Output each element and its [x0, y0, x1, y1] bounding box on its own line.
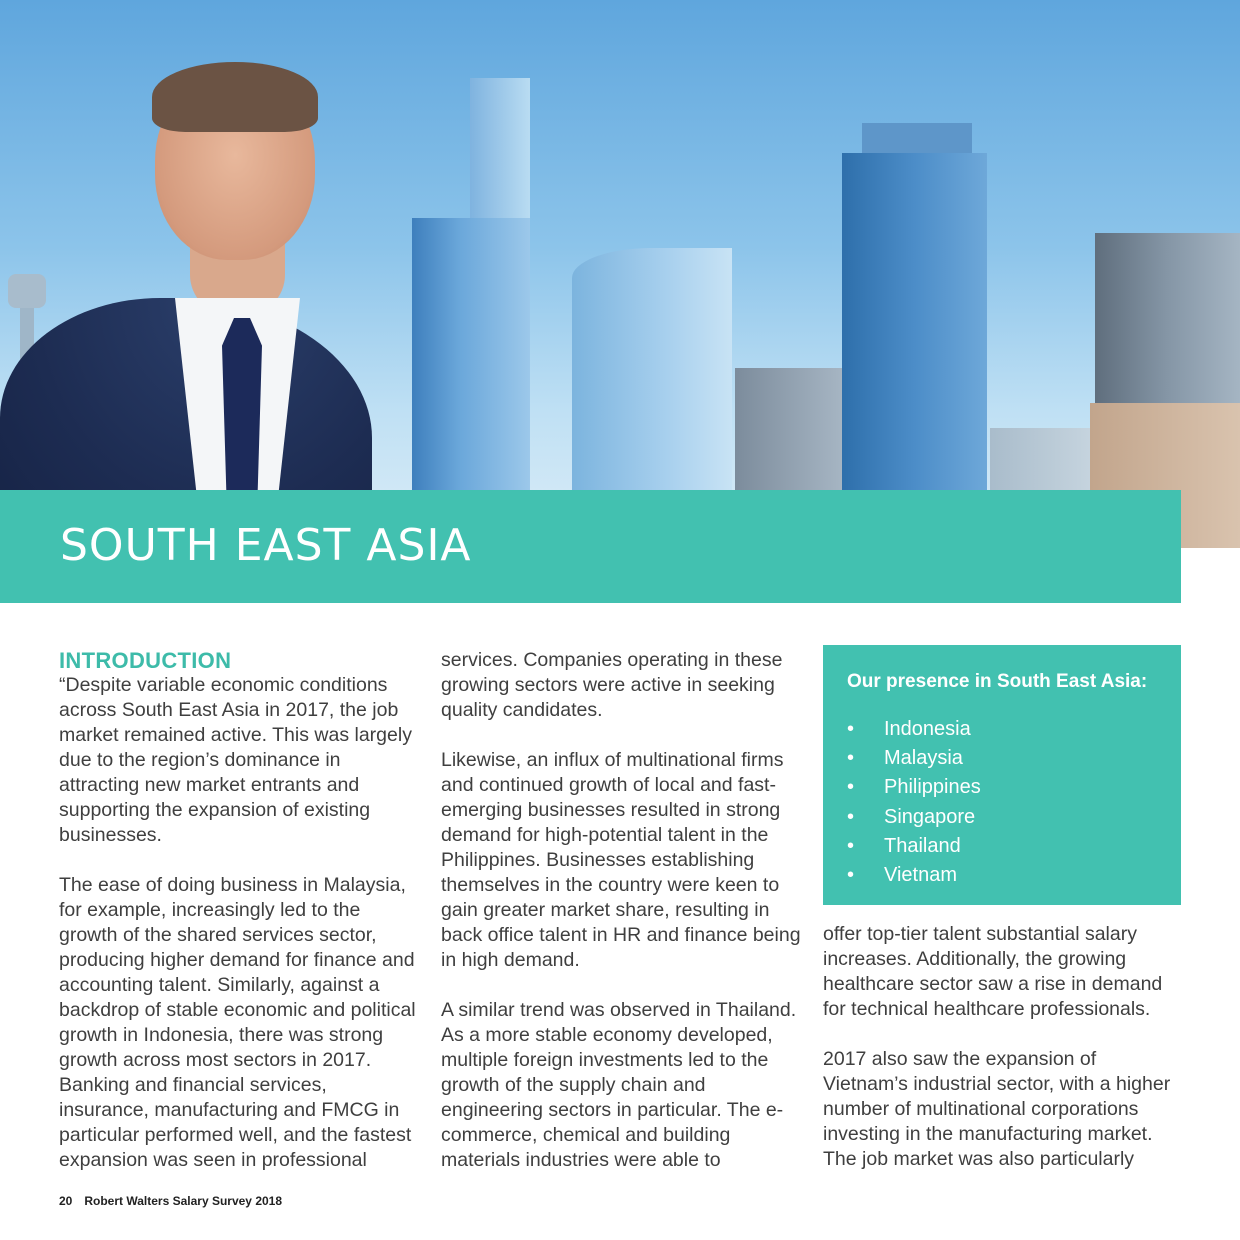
- paragraph: services. Companies operating in these growing sectors were active in seeking quality candidates.: [441, 649, 783, 721]
- section-heading: INTRODUCTION: [59, 648, 232, 673]
- skyscraper-spire: [470, 78, 530, 218]
- hero-photo: [0, 0, 1240, 548]
- country-name: Thailand: [884, 834, 961, 857]
- text-column-2: [441, 648, 801, 1198]
- bullet-icon: •: [847, 864, 855, 887]
- publication-name: Robert Walters Salary Survey 2018: [84, 1194, 283, 1208]
- skyscraper-crown: [862, 123, 972, 153]
- list-item: [847, 861, 981, 890]
- page-number: 20: [59, 1194, 73, 1208]
- page-footer: [59, 1194, 282, 1208]
- text-column-3: [823, 922, 1183, 1197]
- skyscraper: [842, 153, 987, 548]
- bullet-icon: •: [847, 805, 855, 828]
- bullet-icon: •: [847, 834, 855, 857]
- list-item: [847, 803, 981, 832]
- presence-title: Our presence in South East Asia:: [847, 671, 1148, 692]
- title-banner: [0, 490, 1181, 603]
- sky-tower-top: [8, 274, 46, 308]
- presence-box: [823, 645, 1181, 905]
- country-name: Singapore: [884, 805, 976, 828]
- paragraph: 2017 also saw the expansion of Vietnam’s industrial sector, with a higher number of multinational corporations investing in the manufacturing market. The job market was also particularly: [823, 1048, 1171, 1170]
- bullet-icon: •: [847, 776, 855, 799]
- country-name: Indonesia: [884, 718, 971, 740]
- paragraph: “Despite variable economic conditions across South East Asia in 2017, the job market remained active. This was largely due to the region’s dominance in attracting new market entrants and supporting the expansion of existing businesses.: [59, 674, 412, 846]
- paragraph: offer top-tier talent substantial salary increases. Additionally, the growing healthcare sector saw a rise in demand for technical healthcare professionals.: [823, 923, 1163, 1020]
- list-item: [847, 773, 981, 802]
- country-list: [847, 715, 981, 890]
- country-name: Philippines: [884, 776, 981, 799]
- paragraph: A similar trend was observed in Thailand. As a more stable economy developed, multiple foreign investments led to the growth of the supply chain and engineering sectors in particular. The e-commerce, chemical and building materials industries were able to: [441, 999, 797, 1171]
- text-column-1: [59, 648, 419, 1198]
- paragraph: The ease of doing business in Malaysia, for example, increasingly led to the growth of the shared services sector, producing higher demand for finance and accounting talent. Similarly, against a backdrop of stable economic and political growth in Indonesia, there was strong growth across most sectors in 2017. Banking and financial services, insurance, manufacturing and FMCG in particular performed well, and the fastest expansion was seen in professional: [59, 874, 416, 1171]
- list-item: [847, 715, 981, 744]
- bullet-icon: •: [847, 718, 855, 740]
- page-title: SOUTH EAST ASIA: [60, 520, 472, 571]
- country-name: Malaysia: [884, 747, 963, 770]
- person-hair: [152, 62, 318, 132]
- country-name: Vietnam: [884, 864, 958, 887]
- bullet-icon: •: [847, 747, 855, 770]
- list-item: [847, 744, 981, 773]
- paragraph: Likewise, an influx of multinational firms and continued growth of local and fast-emerging businesses resulted in strong demand for high-potential talent in the Philippines. Businesses establishing themselves in the country were keen to gain greater market share, resulting in back office talent in HR and finance being in high demand.: [441, 749, 801, 971]
- list-item: [847, 832, 981, 861]
